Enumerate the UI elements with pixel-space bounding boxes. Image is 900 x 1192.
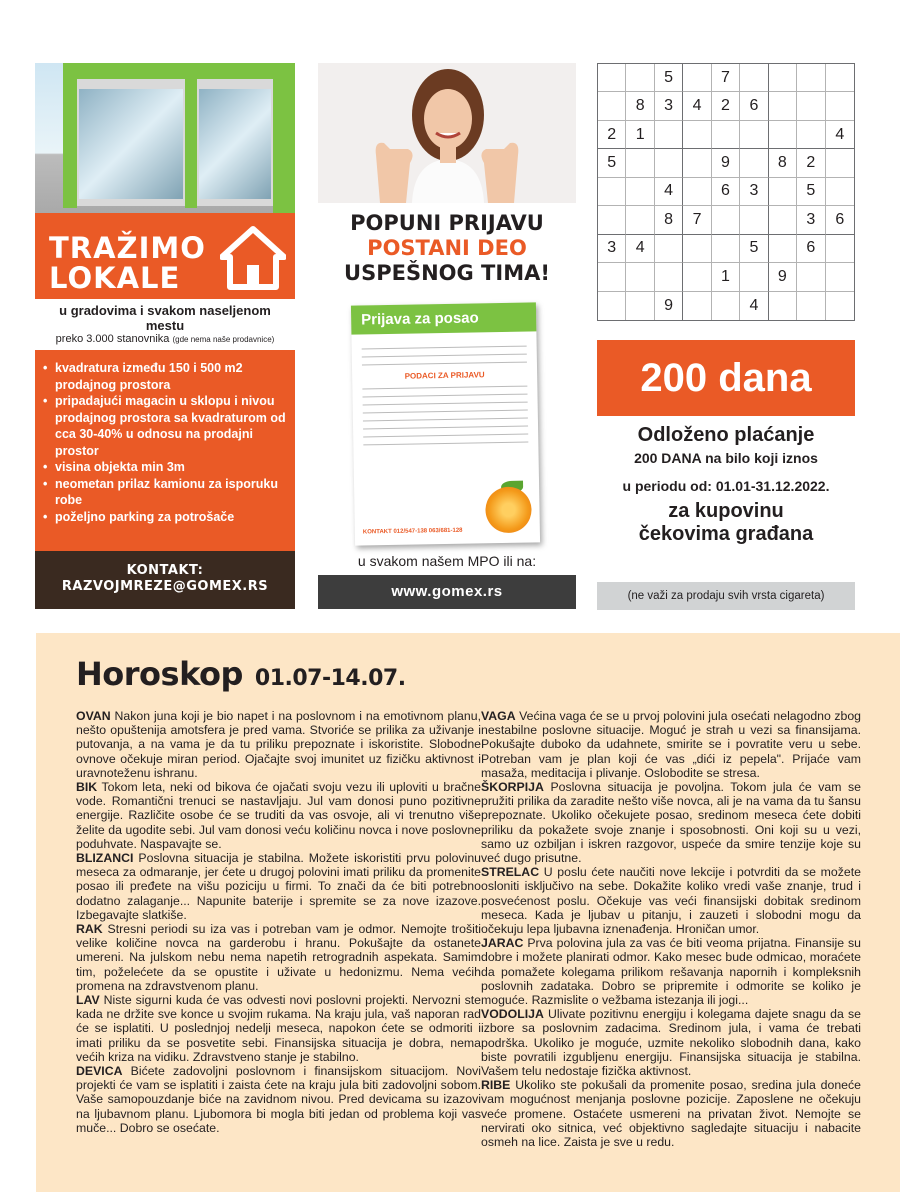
form-title: Prijava za posao <box>351 302 536 334</box>
sudoku-cell <box>712 235 740 263</box>
sudoku-cell <box>740 149 768 177</box>
ad-200-dana: 200 dana Odloženo plaćanje 200 DANA na bilo koji iznos u periodu od: 01.01-31.12.2022. za kupovinu čekovima građana (ne važi za prodaju svih vrsta cigareta) <box>597 340 855 610</box>
sudoku-cell <box>683 149 711 177</box>
ad-trazimo-lokale <box>35 63 295 609</box>
form-section-title: PODACI ZA PRIJAVU <box>404 370 485 381</box>
horoscope-entry <box>481 1078 861 1149</box>
sudoku-cell <box>712 292 740 320</box>
contact-email: RAZVOJMREZE@GOMEX.RS <box>61 579 269 594</box>
store-photo <box>35 63 295 213</box>
sudoku-cell: 8 <box>769 149 797 177</box>
sudoku-cell <box>797 121 825 149</box>
house-icon <box>220 225 286 291</box>
sudoku-cell: 6 <box>826 206 854 234</box>
sudoku-cell <box>626 149 654 177</box>
horoscope-dates: 01.07-14.07. <box>254 666 406 691</box>
woman-illustration <box>318 63 576 203</box>
orange-icon <box>485 487 532 534</box>
sudoku-grid <box>597 63 855 321</box>
sudoku-cell <box>797 64 825 92</box>
sudoku-cell <box>683 178 711 206</box>
sudoku-cell <box>826 64 854 92</box>
list-item: • poželjno parking za potrošače <box>43 509 287 526</box>
ad-title: TRAŽIMO LOKALE <box>49 231 206 295</box>
zodiac-sign: LAV <box>76 993 100 1008</box>
sudoku-cell: 3 <box>655 92 683 120</box>
horoscope-entry <box>76 780 481 851</box>
ad-subtitle-strip: u gradovima i svakom naseljenom mestu preko 3.000 stanovnika (gde nema naše prodavnice) <box>35 299 295 350</box>
sudoku-cell: 5 <box>797 178 825 206</box>
form-contact: KONTAKT 012/547-138 063/681-128 <box>362 527 463 536</box>
list-item: • visina objekta min 3m <box>43 459 287 476</box>
zodiac-sign: JARAC <box>481 936 524 951</box>
sudoku-cell: 2 <box>797 149 825 177</box>
sudoku-cell: 9 <box>712 149 740 177</box>
sudoku-cell <box>769 92 797 120</box>
ad-note: (ne važi za prodaju svih vrsta cigareta) <box>597 582 855 610</box>
sudoku-cell <box>740 263 768 291</box>
horoscope-entry <box>76 851 481 922</box>
list-item: • neometan prilaz kamionu za isporuku robe <box>43 476 287 509</box>
sudoku-cell <box>769 121 797 149</box>
ad-headline: POPUNI PRIJAVU POSTANI DEO USPEŠNOG TIMA! <box>344 211 550 285</box>
horoscope-title: Horoskop 01.07-14.07. <box>76 655 406 693</box>
sudoku-cell: 1 <box>712 263 740 291</box>
sudoku-cell: 9 <box>655 292 683 320</box>
sudoku-cell: 1 <box>626 121 654 149</box>
horoscope-entry <box>76 993 481 1064</box>
sudoku-cell <box>598 64 626 92</box>
zodiac-sign: VAGA <box>481 709 516 723</box>
sudoku-cell <box>740 121 768 149</box>
sudoku-cell <box>626 263 654 291</box>
sudoku-cell <box>598 292 626 320</box>
sudoku-cell <box>712 121 740 149</box>
sudoku-cell <box>655 235 683 263</box>
sudoku-cell <box>626 178 654 206</box>
horoscope-text: Bićete zadovoljni poslovnom i finansijskom situacijom. Novi projekti će vam se isplatiti i zaista ćete na kraju jula biti zadovoljni sobom. Vaše samopouzdanje biće na zavidnom nivou. Pred devicama su izazovi na ljubavnom planu. Ljubomora bi mogla biti jedan od problema koji vas muče... Dobro se osećate. <box>76 1064 482 1135</box>
sudoku-cell <box>826 149 854 177</box>
sudoku-cell: 6 <box>797 235 825 263</box>
horoscope-entry <box>76 1064 481 1135</box>
horoscope-entry <box>76 922 481 993</box>
ad-big-title: 200 dana <box>597 340 855 416</box>
application-form-image <box>351 302 540 545</box>
horoscope-column-left <box>76 709 481 1135</box>
zodiac-sign: VODOLIJA <box>481 1007 544 1022</box>
sudoku-cell <box>683 235 711 263</box>
horoscope-entry <box>481 709 861 780</box>
sudoku-cell <box>740 64 768 92</box>
sudoku-cell: 3 <box>740 178 768 206</box>
sudoku-cell <box>683 64 711 92</box>
requirements-list <box>35 350 295 525</box>
horoscope-section <box>36 633 900 1192</box>
sudoku-cell: 4 <box>740 292 768 320</box>
horoscope-text: Ukoliko ste pokušali da promenite posao, sredina jula doneće vam mogućnost menjanja poslovne pozicije. Zaposlene ne očekuju veće promene. Ostaćete usmereni na privatan život. Nemojte se nervirati oko sitnica, već objektivno sagledajte situaciju i nabacite osmeh na lice. Zaista je sve u redu. <box>481 1078 861 1150</box>
sudoku-cell: 4 <box>826 121 854 149</box>
sudoku-cell <box>769 64 797 92</box>
sudoku-cell: 8 <box>655 206 683 234</box>
sudoku-cell <box>769 235 797 263</box>
sudoku-cell: 9 <box>769 263 797 291</box>
horoscope-text: Poslovna situacija je povoljna. Tokom jula će vam se pružiti prilika da zaradite nešto više novca, ali je na vama da tu šansu prepoznate. Ukoliko očekujete posao, sredinom meseca ćete dobiti priliku da pokažete svoje znanje i sposobnosti. Oni koji su u vezi, samo uz ozbiljan i iskren razgovor, uspeće da smire tenzije koje su već dugo prisutne. <box>481 780 862 866</box>
horoscope-text: Većina vaga će se u prvoj polovini jula osećati nelagodno zbog nestabilne poslovne situacije. Moguć je strah u vezi sa finansijama. Pokušajte duboko da udahnete, smirite se i povratite veru u sebe. Potreban vam je plan koji će vas „dići iz pepela". Prijaće vam masaža, meditacija i plivanje. Oslobodite se stresa. <box>481 709 861 780</box>
list-item: • pripadajući magacin u sklopu i nivou prodajnog prostora sa kvadraturom od cca 30-40% u odnosu na prodajni prostor <box>43 393 287 459</box>
sudoku-cell: 5 <box>655 64 683 92</box>
sudoku-cell <box>655 149 683 177</box>
sudoku-cell <box>769 178 797 206</box>
sudoku-cell <box>683 121 711 149</box>
sudoku-cell <box>598 178 626 206</box>
sudoku-cell: 3 <box>797 206 825 234</box>
list-item: • kvadratura između 150 i 500 m2 prodajnog prostora <box>43 360 287 393</box>
sudoku-cell: 4 <box>683 92 711 120</box>
sudoku-cell <box>626 64 654 92</box>
sudoku-cell <box>712 206 740 234</box>
sudoku-cell <box>655 263 683 291</box>
zodiac-sign: OVAN <box>76 709 111 723</box>
sudoku-cell <box>826 263 854 291</box>
contact-box: KONTAKT: RAZVOJMREZE@GOMEX.RS <box>35 551 295 609</box>
sudoku-cell <box>683 292 711 320</box>
sudoku-cell <box>826 178 854 206</box>
sudoku-cell: 5 <box>598 149 626 177</box>
sudoku-cell <box>826 292 854 320</box>
sudoku-cell <box>683 263 711 291</box>
sudoku-cell <box>797 292 825 320</box>
horoscope-text: Ulivate pozitivnu energiju i kolegama dajete snagu da se izbore sa poslovnim zadacima. Sredinom jula, i vama će trebati podrška. Ukoliko je moguće, uzmite nekoliko slobodnih dana, kako biste povratili izgubljenu energiju. Finansijska situacija je stabilna. Vašem telu nedostaje fizička aktivnost. <box>481 1007 861 1079</box>
horoscope-text: Prva polovina jula za vas će biti veoma prijatna. Finansije su dobre i možete planirati odmor. Kako mesec bude odmicao, moraćete da pomažete kolegama prilikom rešavanja napornih i kompleksnih poslovnih zadataka. Dobro se pripremite i odmorite se koliko je moguće. Razmislite o vežbama istezanja ili jogi... <box>481 936 861 1008</box>
sudoku-cell <box>626 206 654 234</box>
horoscope-column-right <box>481 709 861 1149</box>
sudoku-cell: 8 <box>626 92 654 120</box>
zodiac-sign: RIBE <box>481 1078 511 1093</box>
sudoku-cell <box>769 292 797 320</box>
sudoku-cell: 6 <box>740 92 768 120</box>
sudoku-cell <box>598 206 626 234</box>
horoscope-text: Poslovna situacija je stabilna. Možete iskoristiti prvu polovinu meseca za odmaranje, jer ćete u drugoj polovini imati priliku da promenite posao ili pređete na višu poziciju u firmi. To znači da će biti potrebno dodatno zalaganje... Napunite baterije i spremite se za nove izazove. Izbegavajte slatkiše. <box>76 851 482 922</box>
zodiac-sign: BIK <box>76 780 98 795</box>
sudoku-cell: 2 <box>598 121 626 149</box>
horoscope-text: U poslu ćete naučiti nove lekcije i potvrditi da se možete osloniti isključivo na sebe. Dokažite koliko vredi vaše znanje, trud i posvećenost poslu. Očekuje vas veći finansijski dobitak sredinom meseca. Kada je ljubav u pitanju, i zauzeti i slobodni mogu da očekuju lepa ljubavna iznenađenja. Hroničan umor. <box>481 865 861 937</box>
horoscope-text: Stresni periodi su iza vas i potreban vam je odmor. Nemojte trošiti velike količine novca na garderobu i hranu. Pokušajte da ostanete umereni. Na julskom nebu nema napetih retrogradnih aspekata. Samim tim, poželećete da se opustite i uživate u hedonizmu. Nema većih promena na zdravstvenom planu. <box>76 922 481 993</box>
sudoku-cell <box>826 235 854 263</box>
sudoku-cell <box>655 121 683 149</box>
sudoku-cell <box>769 206 797 234</box>
sudoku-cell <box>740 206 768 234</box>
sudoku-cell: 7 <box>683 206 711 234</box>
sudoku-cell: 2 <box>712 92 740 120</box>
zodiac-sign: RAK <box>76 922 103 937</box>
woman-thumbs-up-photo <box>318 63 576 203</box>
sudoku-cell: 3 <box>598 235 626 263</box>
zodiac-sign: BLIZANCI <box>76 851 134 866</box>
sudoku-cell: 4 <box>626 235 654 263</box>
sudoku-cell <box>797 92 825 120</box>
ad-prijava-za-posao <box>318 63 576 609</box>
sudoku-cell <box>797 263 825 291</box>
horoscope-entry <box>481 936 861 1007</box>
sudoku-cell: 6 <box>712 178 740 206</box>
sudoku-cell: 5 <box>740 235 768 263</box>
horoscope-text: Niste sigurni kuda će vas odvesti novi poslovni projekti. Nervozni ste kada ne držite sve konce u svojim rukama. Na kraju jula, vaš naporan rad će se isplatiti. U poslednjoj nedelji meseca, napokon ćete se odmoriti i imati priliku da se posvetite sebi. Finansijska situacija je dobra, nema većih kriza na vidiku. Zdravstveno stanje je stabilno. <box>76 993 481 1064</box>
sudoku-cell <box>598 263 626 291</box>
horoscope-text: Tokom leta, neki od bikova će ojačati svoju vezu ili uploviti u bračne vode. Romantični trenuci se nastavljaju. Jul vam donosi puno pozitivne energije. Različite osobe će se truditi da vas osvoje, ali vi trenutno više želite da ugodite sebi. Jul vam donosi veću količinu novca i nove poslovne poduhvate. Naspavajte se. <box>76 780 481 851</box>
sudoku-cell <box>826 92 854 120</box>
ad-footer-text: u svakom našem MPO ili na: <box>357 553 537 569</box>
sudoku-cell <box>626 292 654 320</box>
horoscope-entry <box>481 780 861 865</box>
horoscope-entry <box>481 865 861 936</box>
zodiac-sign: STRELAC <box>481 865 540 880</box>
zodiac-sign: ŠKORPIJA <box>481 780 544 795</box>
zodiac-sign: DEVICA <box>76 1064 123 1079</box>
sudoku-cell: 7 <box>712 64 740 92</box>
website-link[interactable]: www.gomex.rs <box>318 575 576 609</box>
horoscope-entry <box>481 1007 861 1078</box>
horoscope-entry <box>76 709 481 780</box>
horoscope-text: Nakon juna koji je bio napet i na poslovnom i na emotivnom planu, nešto opuštenija amotsfera je pred vama. Stvoriće se prilika za uživanje i putovanja, a na vama je da tu priliku prepoznate i iskoristite. Slobodne ovnove očekuje miran period. Ojačajte svoj imunitet uz fizičku aktivnost i uravnoteženu ishranu. <box>76 709 481 780</box>
sudoku-cell <box>598 92 626 120</box>
sudoku-cell: 4 <box>655 178 683 206</box>
